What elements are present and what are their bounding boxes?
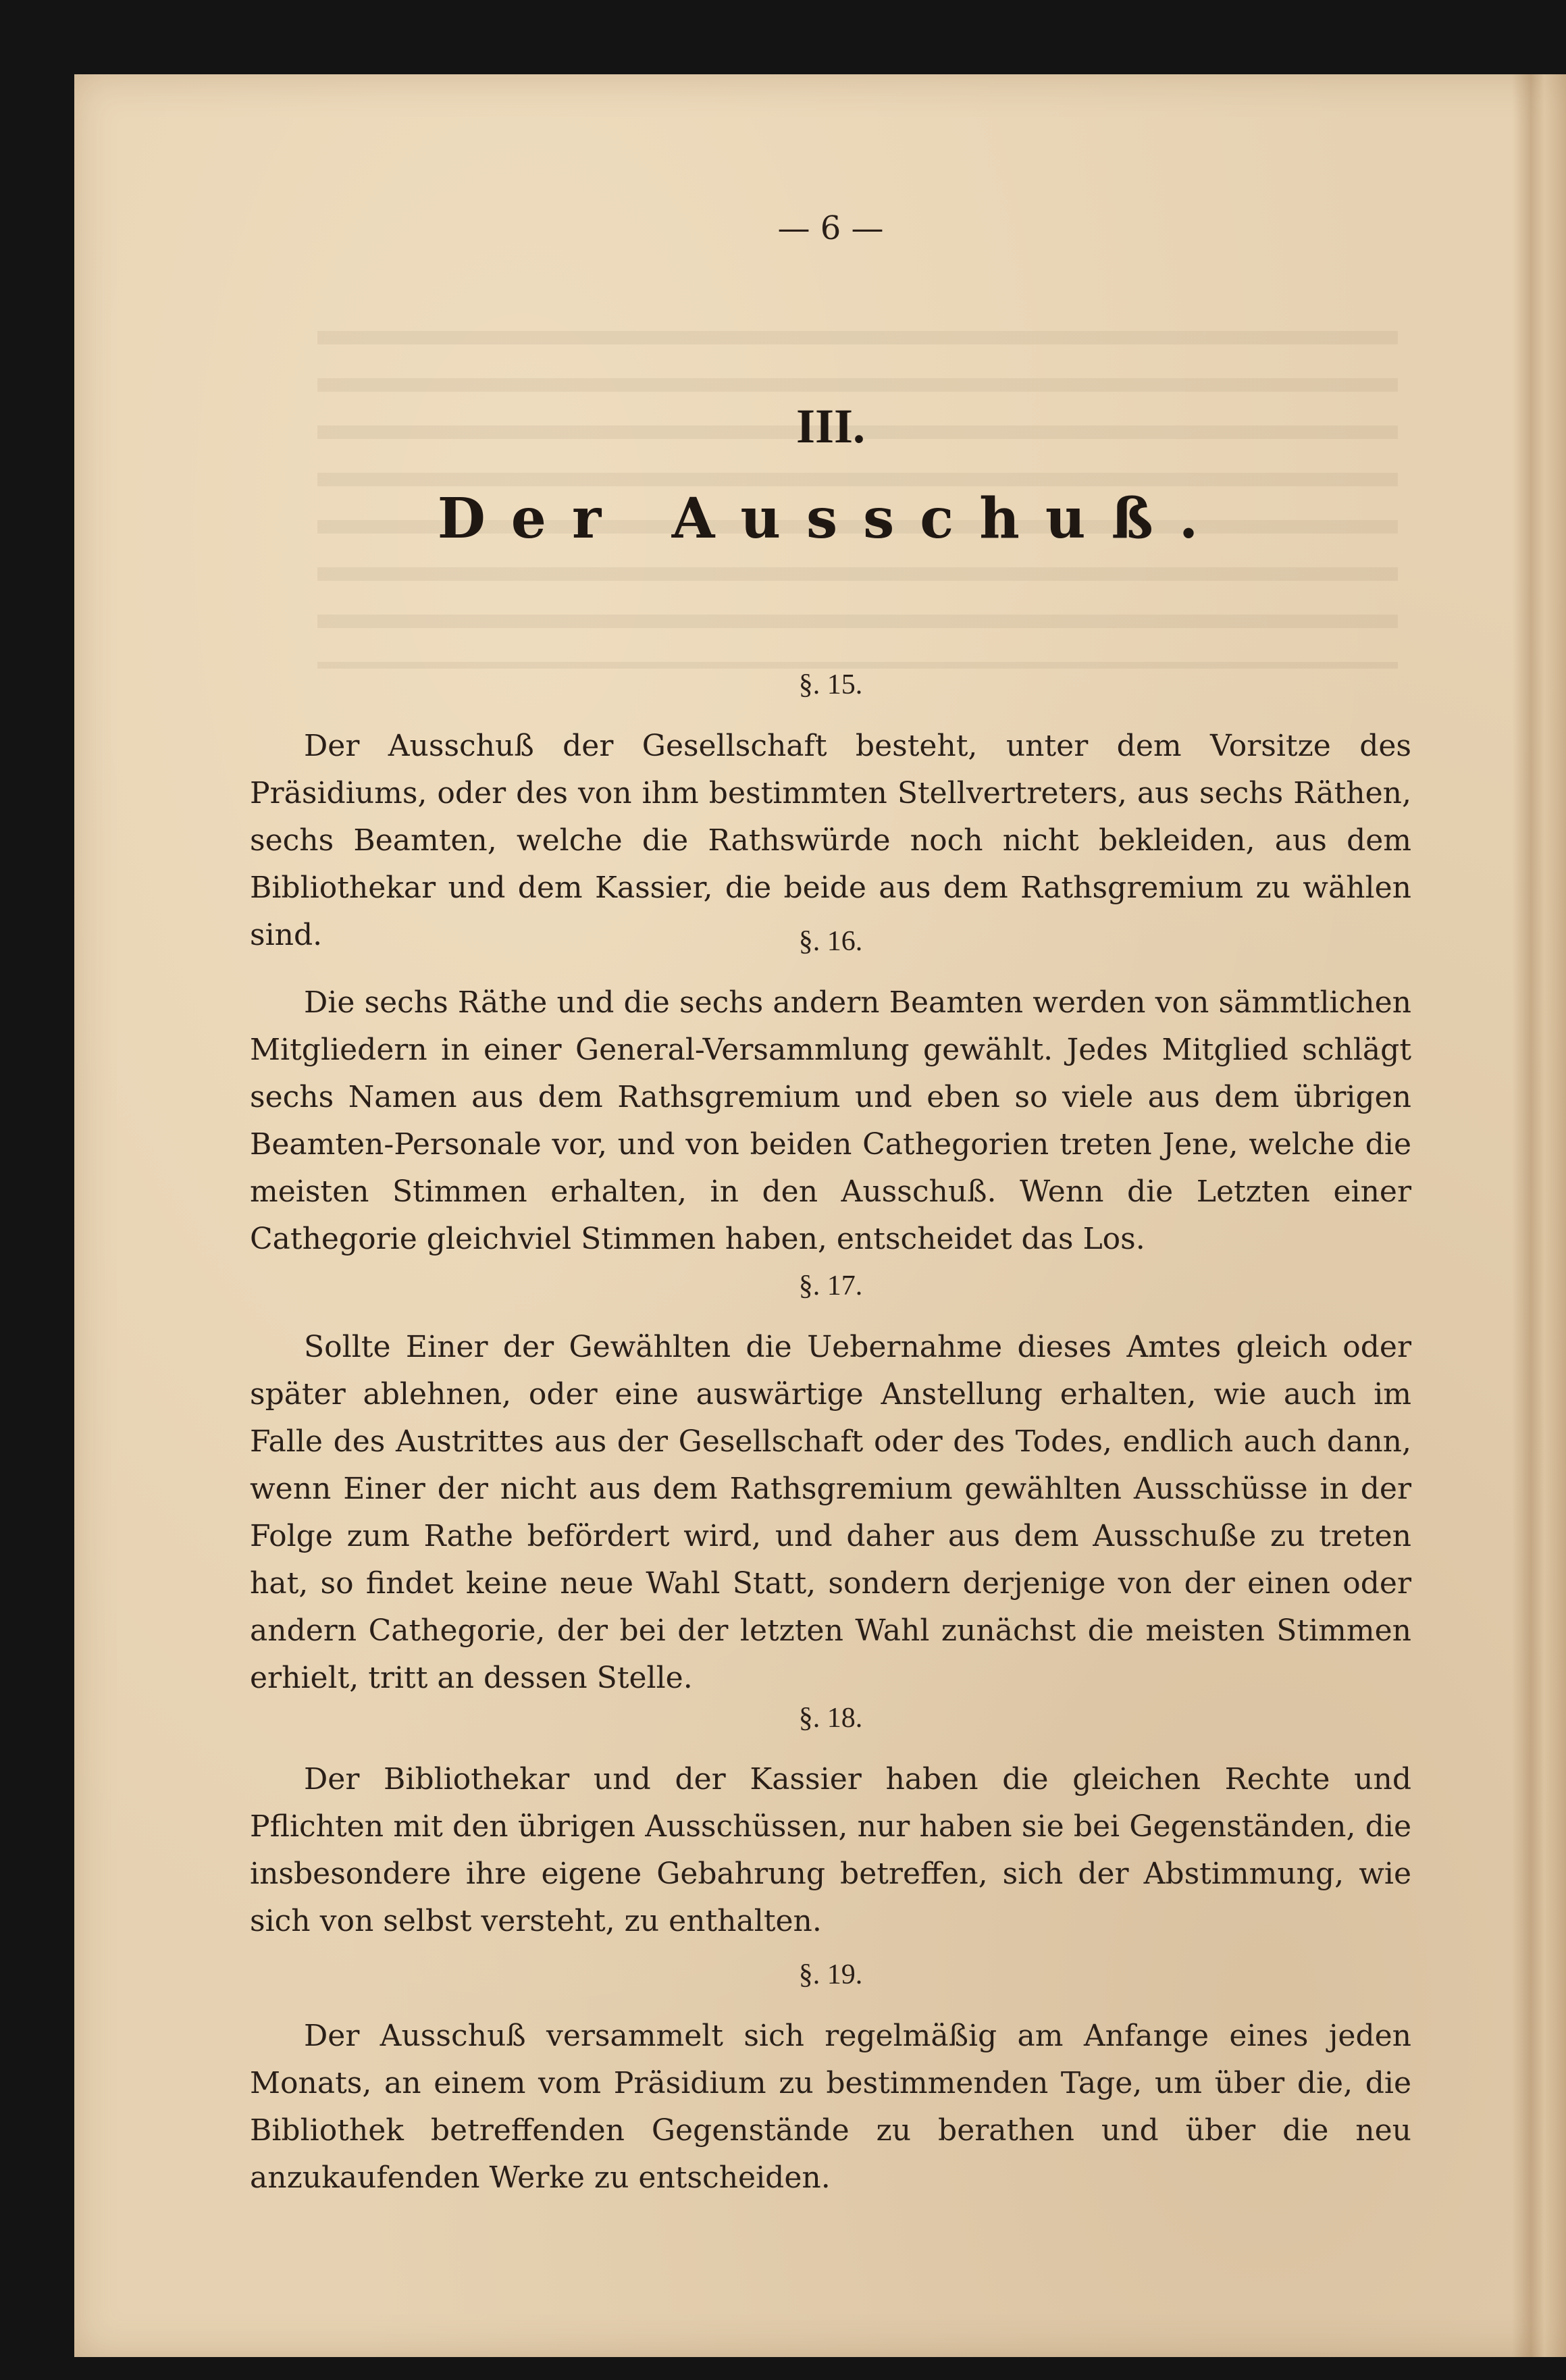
paragraph-18-text: Der Bibliothekar und der Kassier haben die gleichen Rechte und Pflichten mit den übrigen Ausschüssen, nur haben sie bei Gegenständen, die insbesondere ihre eigene Gebahrung betreffen, sich der Abstimmung, wie sich von selbst versteht, zu enthalten. [250,1762,1411,1938]
document-page [74,74,1566,2357]
paragraph-17-heading: §. 17. [798,1270,863,1301]
page-number: — 6 — [777,209,884,247]
paragraph-15-text: Der Ausschuß der Gesellschaft besteht, unter dem Vorsitze des Präsidiums, oder des von ihm bestimmten Stellvertreters, aus sechs Räthen, sechs Beamten, welche die Rathswürde noch nicht bekleiden, aus dem Bibliothekar und dem Kassier, die beide aus dem Rathsgremium zu wählen sind. [250,729,1411,952]
paragraph-17-text: Sollte Einer der Gewählten die Uebernahme dieses Amtes gleich oder später ablehnen, oder eine auswärtige Anstellung erhalten, wie auch im Falle des Austrittes aus der Gesellschaft oder des Todes, endlich auch dann, wenn Einer der nicht aus dem Rathsgremium gewählten Ausschüsse in der Folge zum Rathe befördert wird, und daher aus dem Ausschuße zu treten hat, so findet keine neue Wahl Statt, sondern derjenige von der einen oder andern Cathegorie, der bei der letzten Wahl zunächst die meisten Stimmen erhielt, tritt an dessen Stelle. [250,1330,1411,1695]
section-numeral: III. [795,399,866,453]
paragraph-19-text: Der Ausschuß versammelt sich regelmäßig am Anfange eines jeden Monats, an einem vom Präsidium zu bestimmenden Tage, um über die, die Bibliothek betreffenden Gegenstände zu berathen und über die neu anzukaufenden Werke zu entscheiden. [250,2019,1411,2195]
paragraph-16-text: Die sechs Räthe und die sechs andern Beamten werden von sämmtlichen Mitgliedern in einer General-Versammlung gewählt. Jedes Mitglied schlägt sechs Namen aus dem Rathsgremium und eben so viele aus dem übrigen Beamten-Personale vor, und von beiden Cathegorien treten Jene, welche die meisten Stimmen erhalten, in den Ausschuß. Wenn die Letzten einer Cathegorie gleichviel Stimmen haben, entscheidet das Los. [250,985,1411,1256]
page-fold-shadow [1512,74,1566,2357]
paragraph-18-heading: §. 18. [798,1703,863,1734]
paragraph-16-heading: §. 16. [798,926,863,957]
section-title: Der Ausschuß. [437,486,1224,551]
paragraph-19-heading: §. 19. [798,1959,863,1990]
paragraph-15-heading: §. 15. [798,669,863,700]
